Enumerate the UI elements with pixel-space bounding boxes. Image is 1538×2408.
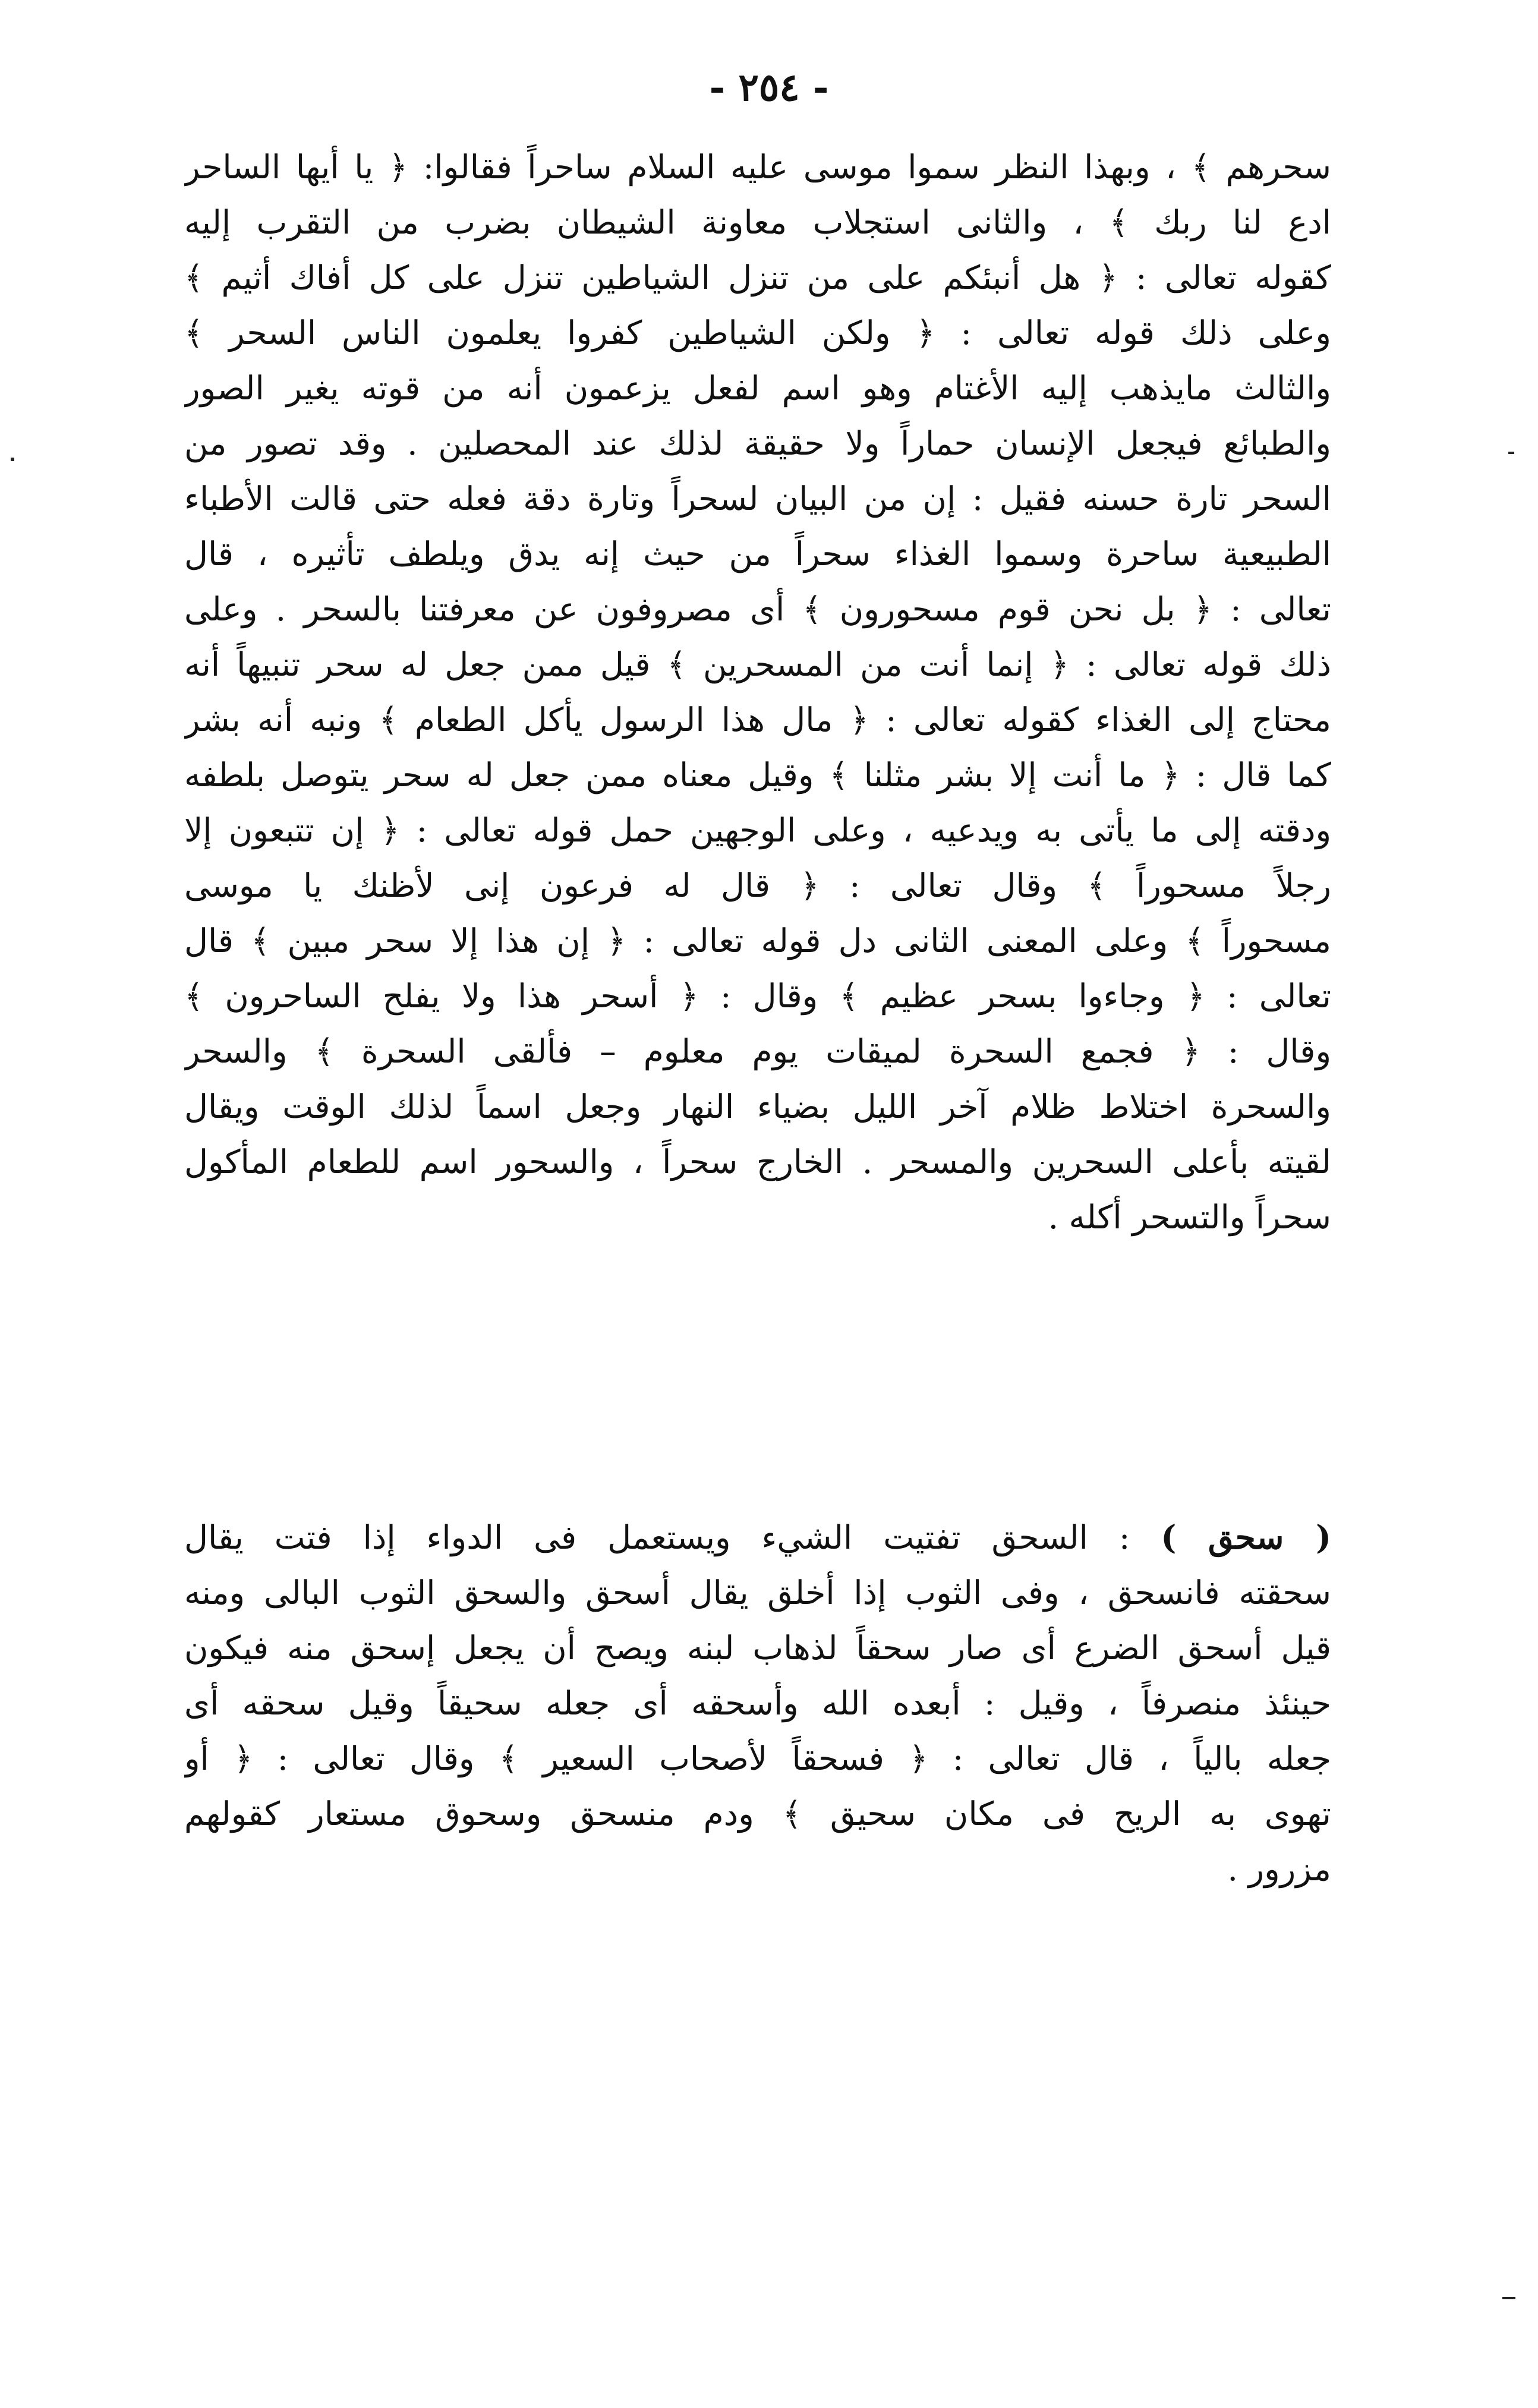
- paragraph-line: وقال : ﴿ فجمع السحرة لميقات يوم معلوم – فألقى السحرة ﴾ والسحر: [184, 1032, 1331, 1070]
- paragraph-line: [184, 1509, 1331, 1565]
- paragraph-line: تعالى : ﴿ وجاءوا بسحر عظيم ﴾ وقال : ﴿ أسحر هذا ولا يفلح الساحرون ﴾: [184, 977, 1331, 1015]
- paragraph-line: سحرهم ﴾ ، وبهذا النظر سموا موسى عليه السلام ساحراً فقالوا: ﴿ يا أيها الساحر: [184, 148, 1331, 186]
- paragraph-line: وعلى ذلك قوله تعالى : ﴿ ولكن الشياطين كفروا يعلمون الناس السحر ﴾: [184, 314, 1331, 352]
- scan-speck: [11, 458, 14, 461]
- paragraph-line: رجلاً مسحوراً ﴾ وقال تعالى : ﴿ قال له فرعون إنى لأظنك يا موسى: [184, 866, 1331, 904]
- entry-first-line-text: : السحق تفتيت الشيء ويستعمل فى الدواء إذا فتت يقال: [184, 1518, 1161, 1556]
- paragraph-line: والثالث مايذهب إليه الأغتام وهو اسم لفعل يزعمون أنه من قوته يغير الصور: [184, 369, 1331, 407]
- paragraph-line: لقيته بأعلى السحرين والمسحر . الخارج سحراً ، والسحور اسم للطعام المأكول: [184, 1143, 1331, 1181]
- paragraph-line: الطبيعية ساحرة وسموا الغذاء سحراً من حيث إنه يدق ويلطف تأثيره ، قال: [184, 535, 1331, 573]
- paragraph-line: والسحرة اختلاط ظلام آخر الليل بضياء النهار وجعل اسماً لذلك الوقت ويقال: [184, 1088, 1331, 1126]
- paragraph-line: حينئذ منصرفاً ، وقيل : أبعده الله وأسحقه أى جعله سحيقاً وقيل سحقه أى: [184, 1684, 1331, 1722]
- paragraph-sahara: [184, 140, 1331, 1245]
- paragraph-line: قيل أسحق الضرع أى صار سحقاً لذهاب لبنه ويصح أن يجعل إسحق منه فيكون: [184, 1629, 1331, 1667]
- paragraph-line: كقوله تعالى : ﴿ هل أنبئكم على من تنزل الشياطين تنزل على كل أفاك أثيم ﴾: [184, 259, 1331, 297]
- scan-speck: [1508, 452, 1514, 454]
- paragraph-line: سحراً والتسحر أكله .: [1048, 1198, 1331, 1236]
- paragraph-line: مسحوراً ﴾ وعلى المعنى الثانى دل قوله تعالى : ﴿ إن هذا إلا سحر مبين ﴾ قال: [184, 922, 1331, 960]
- paragraph-line: السحر تارة حسنه فقيل : إن من البيان لسحراً وتارة دقة فعله حتى قالت الأطباء: [184, 480, 1331, 518]
- paragraph-line: ذلك قوله تعالى : ﴿ إنما أنت من المسحرين ﴾ قيل ممن جعل له سحر تنبيهاً أنه: [184, 645, 1331, 683]
- paragraph-line: تهوى به الريح فى مكان سحيق ﴾ ودم منسحق وسحوق مستعار كقولهم: [184, 1795, 1331, 1833]
- paragraph-line: كما قال : ﴿ ما أنت إلا بشر مثلنا ﴾ وقيل معناه ممن جعل له سحر يتوصل بلطفه: [184, 756, 1331, 794]
- scan-speck: [1502, 2297, 1515, 2299]
- paragraph-line: سحقته فانسحق ، وفى الثوب إذا أخلق يقال أسحق والسحق الثوب البالى ومنه: [184, 1574, 1331, 1612]
- entry-headword: ( سحق ): [1161, 1518, 1331, 1556]
- paragraph-line: تعالى : ﴿ بل نحن قوم مسحورون ﴾ أى مصروفون عن معرفتنا بالسحر . وعلى: [184, 590, 1331, 628]
- paragraph-line: ادع لنا ربك ﴾ ، والثانى استجلاب معاونة الشيطان بضرب من التقرب إليه: [184, 203, 1331, 241]
- page-number: - ٢٥٤ -: [709, 65, 829, 110]
- paragraph-line: ودقته إلى ما يأتى به ويدعيه ، وعلى الوجهين حمل قوله تعالى : ﴿ إن تتبعون إلا: [184, 811, 1331, 849]
- paragraph-line: جعله بالياً ، قال تعالى : ﴿ فسحقاً لأصحاب السعير ﴾ وقال تعالى : ﴿ أو: [184, 1739, 1331, 1777]
- paragraph-line: والطبائع فيجعل الإنسان حماراً ولا حقيقة لذلك عند المحصلين . وقد تصور من: [184, 424, 1331, 462]
- paragraph-line: مزرور .: [1227, 1850, 1331, 1888]
- paragraph-line: محتاج إلى الغذاء كقوله تعالى : ﴿ مال هذا الرسول يأكل الطعام ﴾ ونبه أنه بشر: [184, 701, 1331, 739]
- paragraph-sahaqa: [184, 1509, 1331, 1897]
